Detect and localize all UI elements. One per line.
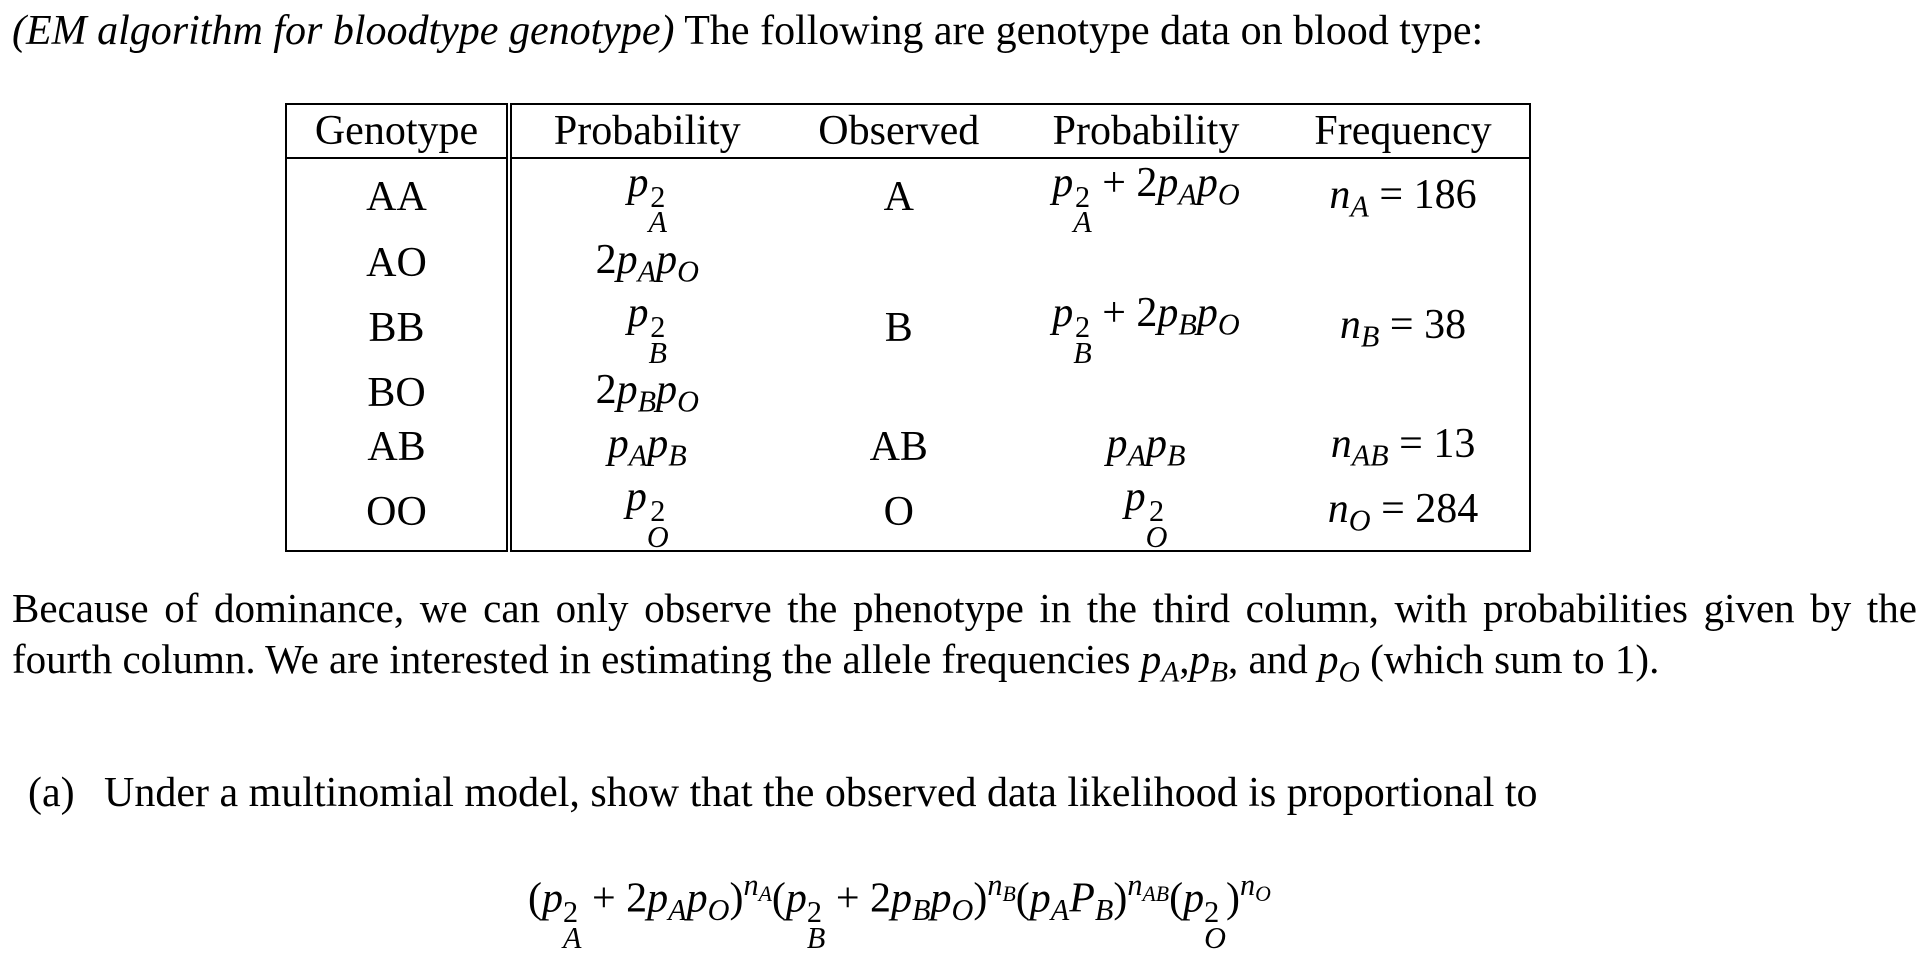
genotype-cell: AB (286, 420, 509, 473)
problem-intro (12, 4, 1912, 58)
genotype-table-wrap (285, 103, 1531, 554)
observed-probability-cell: p 2 B + $2p_Bp_O$ (1052, 290, 1240, 370)
table-row (286, 366, 1530, 419)
observed-cell (783, 366, 1015, 419)
table-row (286, 420, 1530, 473)
observed-probability-cell: p 2 O (1124, 474, 1168, 554)
observed-cell: AB (869, 423, 928, 470)
table-row (286, 236, 1530, 289)
likelihood-formula: (p 2 A + $2p_Ap_O)^{n_A}(p$ 2 B + $2p_Bp_O)^{n_B}(p_AP_B)^{n_{AB}}(p$ 2 O )$^{n_O}$ (528, 868, 1271, 955)
frequency-cell: $n_O = 284$ (1327, 486, 1479, 538)
header-observed-probability: Probability (1015, 104, 1277, 158)
observed-cell: B (884, 304, 913, 351)
probability-cell: $2p_Ap_O$ (595, 236, 699, 289)
genotype-cell: BB (286, 289, 509, 366)
genotype-cell: OO (286, 473, 509, 551)
header-observed: Observed (783, 104, 1015, 158)
header-genotype: Genotype (286, 104, 509, 158)
observed-probability-cell: $p_Ap_B$ (1106, 420, 1186, 473)
genotype-cell: AA (286, 158, 509, 236)
frequency-cell (1277, 366, 1530, 419)
table-row (286, 289, 1530, 366)
header-probability: Probability (509, 104, 783, 158)
genotype-cell: BO (286, 366, 509, 419)
table-row (286, 158, 1530, 236)
table-row (286, 473, 1530, 551)
question-part-a (28, 766, 1908, 820)
observed-cell: O (883, 488, 914, 535)
problem-title: (EM algorithm for bloodtype genotype) (12, 8, 675, 54)
intro-text: The following are genotype data on blood type: (684, 8, 1484, 54)
frequency-cell: $n_B = 38$ (1339, 302, 1467, 354)
probability-cell: p 2 A (627, 160, 667, 240)
frequency-cell (1277, 236, 1530, 289)
genotype-cell: AO (286, 236, 509, 289)
genotype-table (285, 103, 1531, 552)
observed-probability-cell (1015, 236, 1277, 289)
observed-cell: A (883, 174, 914, 221)
frequency-cell: $n_{AB} = 13$ (1330, 420, 1476, 473)
probability-cell: p 2 B (627, 290, 667, 370)
probability-cell: p 2 O (625, 474, 669, 554)
probability-cell: $p_Ap_B$ (607, 420, 687, 473)
probability-cell: $2p_Bp_O$ (595, 367, 699, 419)
frequency-cell: $n_A = 186$ (1329, 171, 1477, 224)
explanation-paragraph: Because of dominance, we can only observe the phenotype in the third column, with probabilities given by the fourth column. We are interested in estimating the allele frequencies $p_A,p_B$, and $p_O$ (which sum to 1). (12, 585, 1917, 689)
part-a-text: Under a multinomial model, show that the observed data likelihood is proportional to (104, 770, 1538, 816)
part-a-label: (a) (28, 770, 75, 816)
header-frequency: Frequency (1277, 104, 1530, 158)
observed-probability-cell (1015, 366, 1277, 419)
observed-cell (783, 236, 1015, 289)
table-header-row (286, 104, 1530, 158)
observed-probability-cell: p 2 A + $2p_Ap_O$ (1052, 160, 1240, 240)
